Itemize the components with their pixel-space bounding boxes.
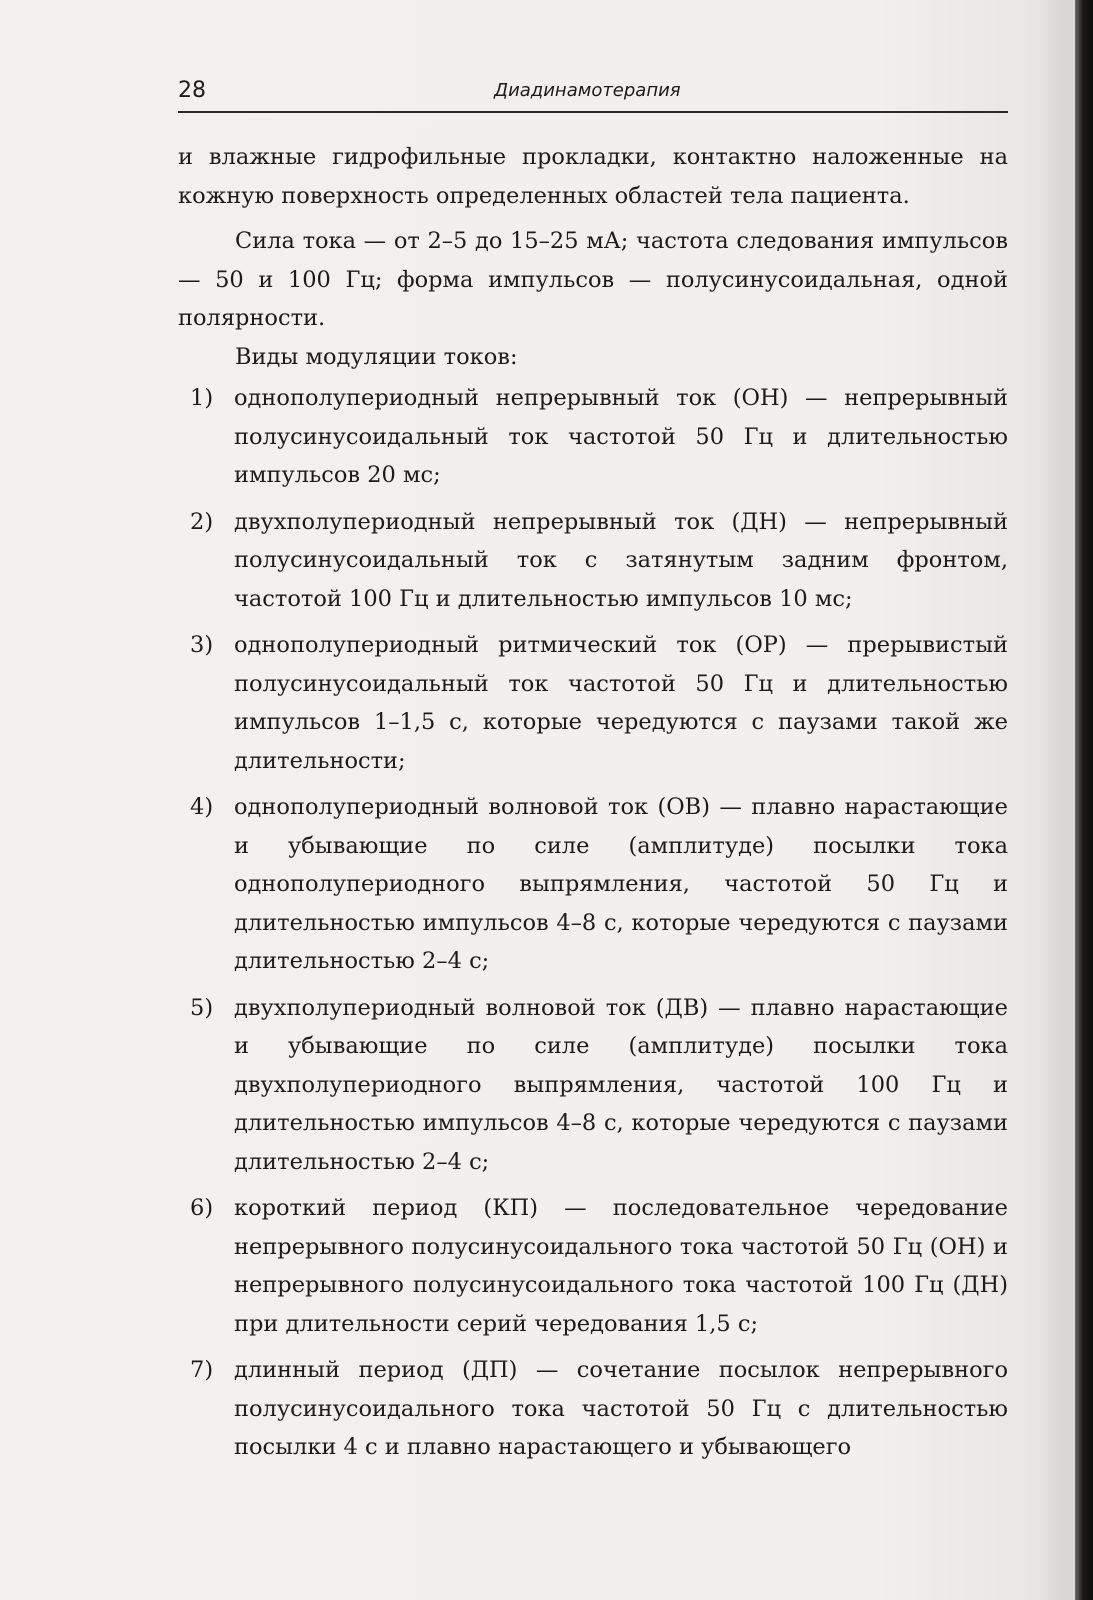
paragraph-current-params: Сила тока — от 2–5 до 15–25 мА; частота следования импульсов — 50 и 100 Гц; форма импульсов — полусинусоидальная, одной полярности. (178, 228, 1008, 331)
list-item (178, 1189, 1008, 1343)
list-item-text: однополупериодный непрерывный ток (ОН) — непрерывный полусинусоидальный ток частотой 50 Гц и длительностью импульсов 20 мс; (234, 385, 1008, 488)
list-item-number: 5) (190, 994, 214, 1021)
list-item-text: однополупериодный ритмический ток (ОР) — прерывистый полусинусоидальный ток частотой 50 Гц и длительностью импульсов 1–1,5 с, которые чередуются с паузами такой же длительности; (234, 632, 1008, 774)
running-title: Диадинамотерапия (494, 80, 681, 101)
list-item-number: 7) (190, 1357, 214, 1383)
list-item-text: двухполупериодный волновой ток (ДВ) — плавно нарастающие и убывающие по силе (амплитуде) посылки тока двухполупериодного выпрямления, частотой 100 Гц и длительностью импульсов 4–8 с, которые чередуются с паузами длительностью 2–4 с; (234, 994, 1008, 1175)
list-item-text: однополупериодный волновой ток (ОВ) — плавно нарастающие и убывающие по силе (амплитуде) посылки тока однополупериодного выпрямления, частотой 50 Гц и длительностью импульсов 4–8 с, которые чередуются с паузами длительностью 2–4 с; (234, 794, 1008, 974)
running-header (178, 72, 1008, 112)
list-item (178, 1351, 1008, 1467)
page-number: 28 (178, 78, 206, 103)
paragraph-continuation: и влажные гидрофильные прокладки, контактно наложенные на кожную поверхность определенных областей тела пациента. (178, 144, 1008, 209)
list-item (178, 989, 1008, 1182)
list-item-number: 2) (190, 508, 214, 535)
paragraph-modulation-intro: Виды модуляции токов: (235, 343, 518, 370)
list-item (178, 626, 1008, 780)
modulation-list (178, 379, 1008, 1467)
book-binding-edge (1075, 0, 1093, 1600)
body-text (178, 138, 1008, 1475)
list-item-text: двухполупериодный непрерывный ток (ДН) — непрерывный полусинусоидальный ток с затянутым задним фронтом, частотой 100 Гц и длительностью импульсов 10 мс; (234, 508, 1008, 612)
header-rule (178, 111, 1008, 113)
list-item-text: короткий период (КП) — последовательное чередование непрерывного полусинусоидального тока частотой 50 Гц (ОН) и непрерывного полусинусоидального тока частотой 100 Гц (ДН) при длительности серий чередования 1,5 с; (234, 1195, 1008, 1337)
list-item-number: 1) (190, 385, 214, 411)
list-item (178, 379, 1008, 495)
list-item-number: 6) (190, 1195, 214, 1221)
list-item (178, 788, 1008, 981)
list-item-number: 3) (190, 632, 214, 658)
list-item (178, 503, 1008, 619)
list-item-text: длинный период (ДП) — сочетание посылок непрерывного полусинусоидального тока частотой 50 Гц с длительностью посылки 4 с и плавно нарастающего и убывающего (234, 1357, 1008, 1460)
list-item-number: 4) (190, 794, 214, 820)
